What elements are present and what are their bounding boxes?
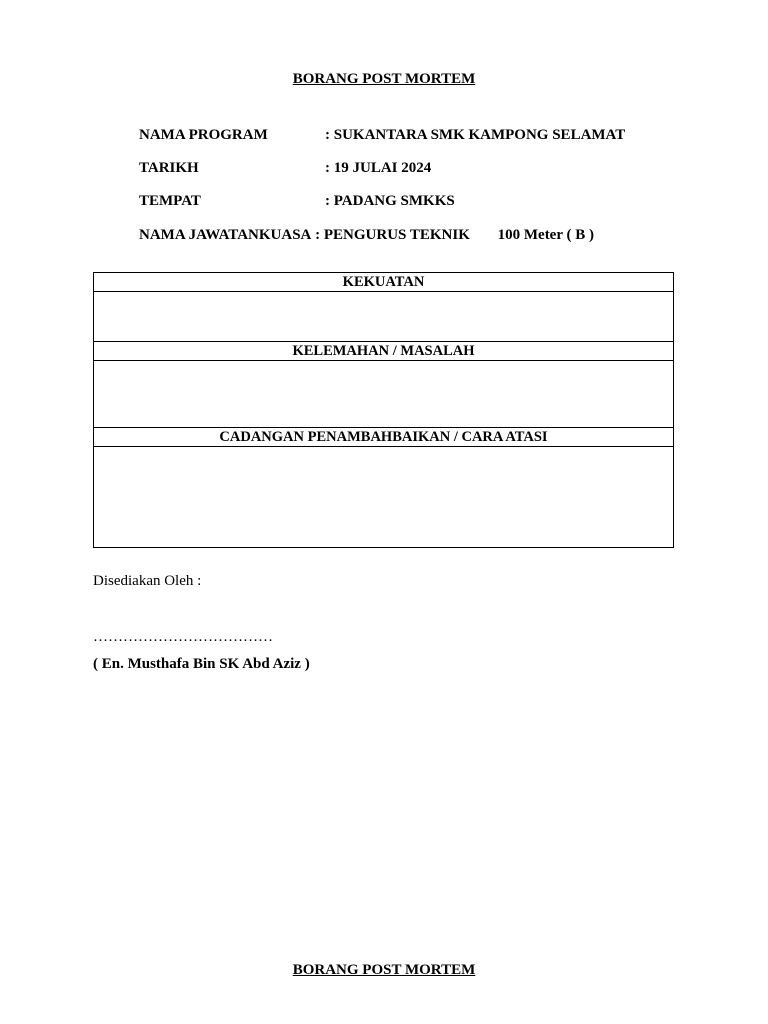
signature-line: ……………………………… [93,629,273,645]
date-row [139,160,432,177]
place-row [139,193,455,210]
strengths-cell[interactable] [94,292,673,342]
signer-name: ( En. Musthafa Bin SK Abd Aziz ) [93,656,310,672]
program-row [139,127,626,144]
program-value: : SUKANTARA SMK KAMPONG SELAMAT [325,127,626,143]
strengths-header: KEKUATAN [94,273,673,292]
committee-extra: 100 Meter ( B ) [497,227,594,243]
place-label: TEMPAT [139,193,201,209]
prepared-by-label: Disediakan Oleh : [93,573,202,589]
page-title: BORANG POST MORTEM [292,71,476,87]
committee-value: : PENGURUS TEKNIK [315,227,470,243]
evaluation-table [93,272,674,548]
date-label: TARIKH [139,160,199,176]
suggestions-header: CADANGAN PENAMBAHBAIKAN / CARA ATASI [94,428,673,447]
program-label: NAMA PROGRAM [139,127,268,143]
committee-label: NAMA JAWATANKUASA [139,227,312,243]
weaknesses-cell[interactable] [94,361,673,428]
suggestions-cell[interactable] [94,447,673,547]
committee-row [139,227,594,244]
weaknesses-header: KELEMAHAN / MASALAH [94,342,673,361]
date-value: : 19 JULAI 2024 [325,160,432,176]
place-value: : PADANG SMKKS [325,193,455,209]
next-page-title: BORANG POST MORTEM [292,962,476,978]
